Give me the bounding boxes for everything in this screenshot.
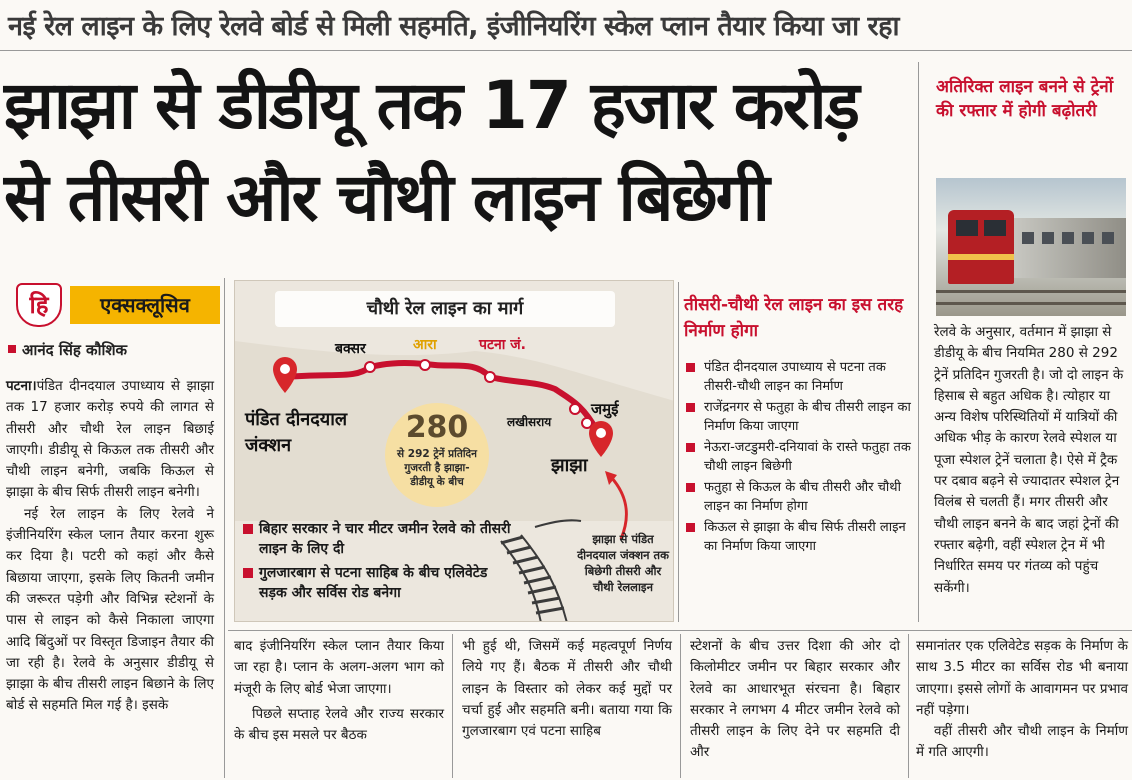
exclusive-label: एक्सक्लूसिव bbox=[70, 286, 220, 324]
dateline: पटना। bbox=[6, 378, 37, 394]
sidebar-title: अतिरिक्त लाइन बनने से ट्रेनों की रफ्तार में होगी बढ़ोतरी bbox=[936, 77, 1114, 121]
kicker-divider bbox=[0, 50, 1132, 51]
construction-box-list bbox=[684, 358, 912, 558]
article-column-1 bbox=[6, 376, 214, 717]
exclusive-brand bbox=[8, 283, 214, 327]
construction-item: किऊल से झाझा के बीच सिर्फ तीसरी लाइन का निर्माण किया जाएगा bbox=[684, 518, 912, 556]
article-col1-para1: पंडित दीनदयाल उपाध्याय से झाझा तक 17 हजार करोड़ रुपये की लागत से तीसरी और चौथी रेल लाइन बिछाई जाएगी। डीडीयू से किऊल तक तीसरी और चौथी लाइन बनेगी, जबकि किऊल से झाझा के बीच सिर्फ तीसरी लाइन बनेगी। bbox=[6, 378, 214, 501]
article-column-5 bbox=[916, 636, 1128, 764]
kicker-headline: नई रेल लाइन के लिए रेलवे बोर्ड से मिली सहमति, इंजीनियरिंग स्केल प्लान तैयार किया जा रहा bbox=[8, 11, 899, 42]
author-byline bbox=[8, 340, 218, 360]
trains-per-day-text: से 292 ट्रेनें प्रतिदिन गुजरती है झाझा-डीडीयू के बीच bbox=[397, 448, 477, 488]
column-divider-left bbox=[224, 278, 225, 778]
map-bullet-item: बिहार सरकार ने चार मीटर जमीन रेलवे को तीसरी लाइन के लिए दी bbox=[243, 519, 513, 559]
station-label-jhajha: झाझा bbox=[551, 455, 588, 476]
train-photo bbox=[936, 178, 1126, 316]
station-label-patna: पटना जं. bbox=[479, 337, 526, 353]
headline-line-1: झाझा से डीडीयू तक 17 हजार करोड़ bbox=[4, 67, 858, 144]
article-column-3 bbox=[462, 636, 672, 742]
main-headline bbox=[4, 60, 904, 244]
trains-per-day-badge bbox=[385, 403, 489, 507]
station-dot-buxar bbox=[365, 362, 375, 372]
article-column-2 bbox=[234, 636, 444, 746]
station-dot-patna bbox=[485, 372, 495, 382]
station-label-jamui: जमुई bbox=[591, 400, 619, 418]
station-label-buxar: बक्सर bbox=[335, 341, 366, 357]
box-divider bbox=[678, 282, 679, 622]
article-col5-para2: वहीं तीसरी और चौथी लाइन के निर्माण में गति आएगी। bbox=[916, 723, 1128, 761]
map-title: चौथी रेल लाइन का मार्ग bbox=[275, 291, 615, 327]
construction-item: फतुहा से किऊल के बीच तीसरी और चौथी लाइन का निर्माण होगा bbox=[684, 478, 912, 516]
article-col5-para1: समानांतर एक एलिवेटेड सड़क के निर्माण के साथ 3.5 मीटर का सर्विस रोड भी बनाया जाएगा। इससे लोगों के आवागमन पर प्रभाव नहीं पड़ेगा। bbox=[916, 638, 1128, 718]
column-divider-4 bbox=[908, 634, 909, 778]
station-label-ddu: पंडित दीनदयाल जंक्शन bbox=[245, 409, 348, 456]
article-col3-para: भी हुई थी, जिसमें कई महत्वपूर्ण निर्णय लिये गए हैं। बैठक में तीसरी और चौथी लाइन के विस्तार को लेकर कई मुद्दों पर चर्चा हुई और सहमति बनी। बताया गया कि गुलजारबाग एवं पटना साहिब bbox=[462, 638, 672, 740]
author-name: आनंद सिंह कौशिक bbox=[22, 341, 128, 359]
construction-item: पंडित दीनदयाल उपाध्याय से पटना तक तीसरी-चौथी लाइन का निर्माण bbox=[684, 358, 912, 396]
article-col4-para: स्टेशनों के बीच उत्तर दिशा की ओर दो किलोमीटर जमीन पर बिहार सरकार और रेलवे का आधारभूत संरचना है। बिहार सरकार ने लगभग 4 मीटर जमीन रेलवे को तीसरी लाइन के लिए देने पर सहमति दी और bbox=[690, 638, 900, 761]
map-bullet-list bbox=[243, 519, 513, 607]
sidebar-body: रेलवे के अनुसार, वर्तमान में झाझा से डीडीयू के बीच नियमित 280 से 292 ट्रेनें प्रतिदिन गुजरती है। जो दो लाइन के हिसाब से बहुत अधिक है। त्योहार या अन्य विशेष परिस्थितियों में यात्रियों की अधिक भीड़ के कारण रेलवे स्पेशल या पूजा स्पेशल ट्रेनें चलाता है। ऐसे में ट्रैक पर दबाव बढ़ने से ज्यादातर स्पेशल ट्रेन विलंब से चलती हैं। मगर तीसरी और चौथी लाइन बनने के बाद जहां ट्रेनों की रफ्तार बढ़ेगी, वहीं स्पेशल ट्रेन में भी निर्धारित समय पर गंतव्य को पहुंच सकेंगी। bbox=[934, 324, 1124, 596]
track-illustration-icon bbox=[501, 520, 581, 622]
station-dot-ara bbox=[420, 360, 430, 370]
column-divider-3 bbox=[680, 634, 681, 778]
construction-item: नेऊरा-जटडुमरी-दनियावां के रास्ते फतुहा तक चौथी लाइन बिछेगी bbox=[684, 438, 912, 476]
route-map bbox=[234, 280, 674, 622]
byline-square-icon bbox=[8, 345, 16, 353]
article-column-4 bbox=[690, 636, 900, 764]
article-col2-para2: पिछले सप्ताह रेलवे और राज्य सरकार के बीच इस मसले पर बैठक bbox=[234, 705, 444, 744]
station-dot-lakhisarai bbox=[570, 404, 580, 414]
column-divider-2 bbox=[452, 634, 453, 778]
article-col2-para1: बाद इंजीनियरिंग स्केल प्लान तैयार किया जा रहा है। प्लान के अलग-अलग भाग को मंजूरी के लिए बोर्ड भेजा जाएगा। bbox=[234, 638, 444, 697]
construction-item: राजेंद्रनगर से फतुहा के बीच तीसरी लाइन का निर्माण किया जाएगा bbox=[684, 398, 912, 436]
sidebar-divider bbox=[918, 62, 919, 622]
lower-columns-divider bbox=[228, 630, 1132, 631]
article-col1-para2: नई रेल लाइन के लिए रेलवे ने इंजीनियरिंग स्केल प्लान तैयार करना शुरू कर दिया है। पटरी को कहां और कैसे बिछाया जाएगा, इसके लिए कितनी जमीन की जरूरत पड़ेगी और विभिन्न स्टेशनों के पास से लाइन को कैसे निकाला जाएगा आदि बिंदुओं पर विस्तृत डिजाइन तैयार की जा रही है। रेलवे के अनुसार डीडीयू से झाझा के बीच तीसरी लाइन बिछाने के लिए बोर्ड से सहमति मिल गई है। इसके bbox=[6, 505, 214, 714]
trains-per-day-number: 280 bbox=[405, 410, 469, 445]
construction-box-title: तीसरी-चौथी रेल लाइन का इस तरह निर्माण होगा bbox=[684, 295, 904, 341]
station-dot-jamui bbox=[582, 418, 592, 428]
station-label-lakhisarai: लखीसराय bbox=[507, 415, 552, 429]
headline-line-2: से तीसरी और चौथी लाइन बिछेगी bbox=[4, 159, 768, 236]
newspaper-logo-icon: हि bbox=[16, 283, 62, 327]
station-label-ara: आरा bbox=[413, 337, 437, 353]
map-note: झाझा से पंडित दीनदयाल जंक्शन तक बिछेगी तीसरी और चौथी रेललाइन bbox=[577, 532, 669, 594]
map-bullet-item: गुलजारबाग से पटना साहिब के बीच एलिवेटेड सड़क और सर्विस रोड बनेगा bbox=[243, 563, 513, 603]
